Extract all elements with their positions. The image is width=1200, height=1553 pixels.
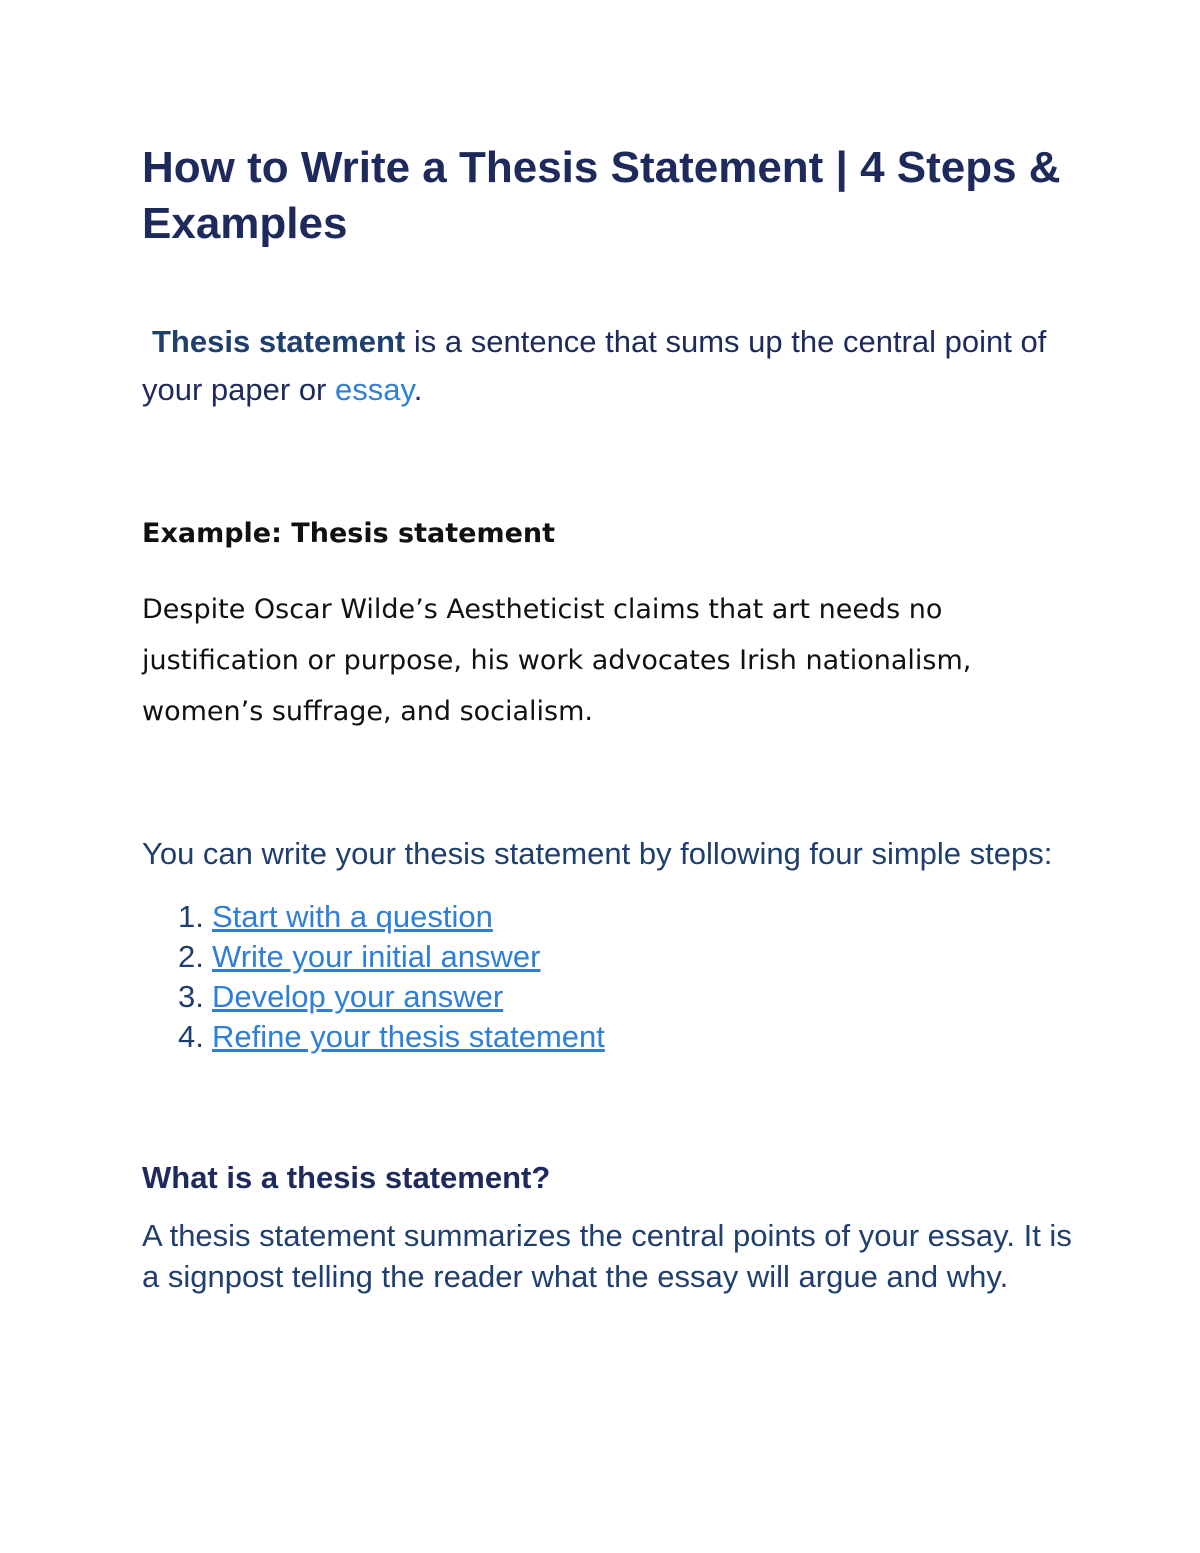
- example-heading: Example: Thesis statement: [142, 518, 556, 549]
- step-item: [178, 977, 1082, 1017]
- intro-text-end: .: [413, 372, 423, 407]
- step-link-start-with-a-question[interactable]: Start with a question: [212, 899, 493, 934]
- step-item: [178, 897, 1082, 937]
- step-link-develop-answer[interactable]: Develop your answer: [212, 979, 504, 1014]
- step-number: 2.: [178, 939, 204, 974]
- step-number: 4.: [178, 1019, 204, 1054]
- section-text: A thesis statement summarizes the central points of your essay. It is a signpost telling the reader what the essay will argue and why.: [142, 1218, 1072, 1294]
- document-content: [142, 140, 1082, 1297]
- section-heading: What is a thesis statement?: [142, 1160, 551, 1195]
- essay-link[interactable]: essay: [335, 372, 414, 407]
- step-link-refine-thesis[interactable]: Refine your thesis statement: [212, 1019, 605, 1054]
- intro-text: is a sentence that sums up the central point of your paper or: [142, 324, 1047, 407]
- step-item: [178, 937, 1082, 977]
- intro-paragraph: [142, 318, 1082, 414]
- page-title: How to Write a Thesis Statement | 4 Steps & Examples: [142, 143, 1061, 248]
- steps-intro: You can write your thesis statement by following four simple steps:: [142, 836, 1053, 871]
- steps-list: [142, 897, 1082, 1057]
- step-item: [178, 1017, 1082, 1057]
- example-text: Despite Oscar Wilde’s Aestheticist claims that art needs no justification or purpose, his work advocates Irish nationalism, women’s suffrage, and socialism.: [142, 594, 972, 727]
- step-number: 3.: [178, 979, 204, 1014]
- step-number: 1.: [178, 899, 204, 934]
- thesis-statement-term: Thesis statement: [152, 324, 406, 359]
- step-link-write-initial-answer[interactable]: Write your initial answer: [212, 939, 541, 974]
